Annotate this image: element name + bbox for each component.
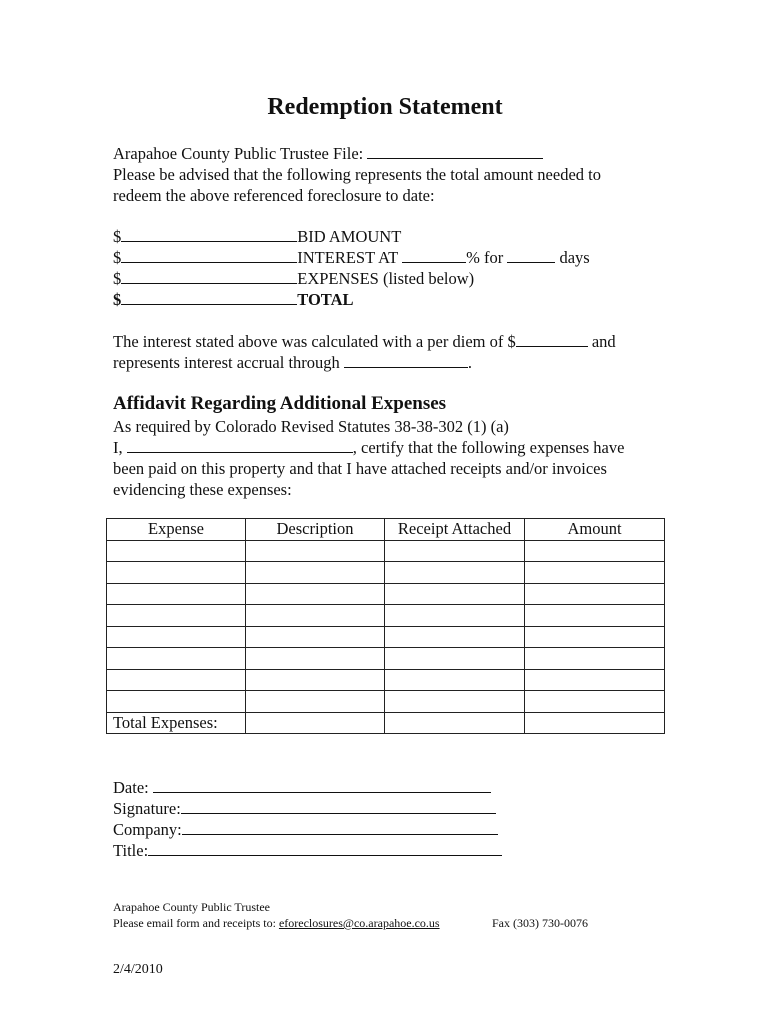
table-cell[interactable] <box>246 626 385 648</box>
table-cell[interactable] <box>107 691 246 713</box>
bid-amount-label: BID AMOUNT <box>297 227 402 246</box>
interest-label: INTEREST AT <box>297 248 398 267</box>
table-cell[interactable] <box>246 540 385 562</box>
interest-pct-for-label: % for <box>466 248 504 267</box>
signature-field[interactable] <box>181 798 496 814</box>
intro-line-3: redeem the above referenced foreclosure to date: <box>113 186 435 205</box>
table-cell[interactable] <box>385 712 525 734</box>
table-cell[interactable] <box>107 648 246 670</box>
intro-line-2: Please be advised that the following represents the total amount needed to <box>113 165 601 184</box>
bid-amount-field[interactable] <box>121 226 297 242</box>
date-line <box>113 777 491 798</box>
table-cell[interactable] <box>246 691 385 713</box>
table-header-row <box>107 519 665 541</box>
certifier-name-field[interactable] <box>127 437 353 453</box>
title-label: Title: <box>113 841 149 860</box>
per-diem-line <box>113 331 616 352</box>
date-field[interactable] <box>153 777 491 793</box>
total-expenses-row <box>107 712 665 734</box>
bid-amount-line <box>113 226 401 247</box>
company-field[interactable] <box>182 819 498 835</box>
accrual-text: represents interest accrual through <box>113 353 340 372</box>
total-expenses-label: Total Expenses: <box>107 712 246 734</box>
per-diem-and: and <box>591 332 616 351</box>
affidavit-heading: Affidavit Regarding Additional Expenses <box>113 393 447 414</box>
table-row <box>107 626 665 648</box>
table-row <box>107 691 665 713</box>
table-cell[interactable] <box>525 605 665 627</box>
title-field[interactable] <box>148 840 502 856</box>
table-cell[interactable] <box>385 540 525 562</box>
footer-org: Arapahoe County Public Trustee <box>113 900 270 914</box>
table-row <box>107 648 665 670</box>
interest-line <box>113 247 590 268</box>
interest-days-label: days <box>559 248 590 267</box>
expenses-line <box>113 268 474 289</box>
table-cell[interactable] <box>107 669 246 691</box>
total-amount-field[interactable] <box>121 289 297 305</box>
footer-fax: Fax (303) 730-0076 <box>492 916 588 930</box>
table-cell[interactable] <box>385 605 525 627</box>
currency-symbol: $ <box>113 227 122 246</box>
footer-email-line <box>113 916 440 931</box>
total-line <box>113 289 354 310</box>
currency-symbol: $ <box>113 248 122 267</box>
table-cell[interactable] <box>525 540 665 562</box>
table-cell[interactable] <box>246 669 385 691</box>
table-cell[interactable] <box>525 648 665 670</box>
accrual-period: . <box>467 353 473 372</box>
table-cell[interactable] <box>107 583 246 605</box>
company-label: Company: <box>113 820 182 839</box>
statute-line: As required by Colorado Revised Statutes 38-38-302 (1) (a) <box>113 417 509 436</box>
trustee-file-field[interactable] <box>367 143 543 159</box>
table-cell[interactable] <box>385 583 525 605</box>
header-expense: Expense <box>107 519 246 541</box>
signature-line <box>113 798 496 819</box>
expenses-amount-field[interactable] <box>121 268 297 284</box>
table-cell[interactable] <box>525 691 665 713</box>
table-cell[interactable] <box>246 562 385 584</box>
table-cell[interactable] <box>246 605 385 627</box>
per-diem-text: The interest stated above was calculated with a per diem of $ <box>113 332 516 351</box>
header-receipt-attached: Receipt Attached <box>385 519 525 541</box>
table-cell[interactable] <box>385 648 525 670</box>
total-label: TOTAL <box>297 290 354 309</box>
interest-days-field[interactable] <box>507 247 555 263</box>
header-description: Description <box>246 519 385 541</box>
accrual-date-field[interactable] <box>344 352 468 368</box>
table-cell[interactable] <box>525 562 665 584</box>
currency-symbol: $ <box>113 269 122 288</box>
affidavit-line-3: evidencing these expenses: <box>113 480 292 499</box>
date-label: Date: <box>113 778 149 797</box>
table-row <box>107 605 665 627</box>
table-cell[interactable] <box>246 583 385 605</box>
email-link[interactable]: eforeclosures@co.arapahoe.co.us <box>278 916 440 930</box>
table-cell[interactable] <box>525 669 665 691</box>
table-row <box>107 562 665 584</box>
currency-symbol: $ <box>113 290 122 309</box>
page-title: Redemption Statement <box>267 94 503 120</box>
total-expenses-amount[interactable] <box>525 712 665 734</box>
affidavit-line-2: been paid on this property and that I have attached receipts and/or invoices <box>113 459 607 478</box>
company-line <box>113 819 498 840</box>
title-line <box>113 840 502 861</box>
interest-amount-field[interactable] <box>121 247 297 263</box>
accrual-line <box>113 352 472 373</box>
table-cell[interactable] <box>246 712 385 734</box>
interest-percent-field[interactable] <box>402 247 466 263</box>
table-cell[interactable] <box>107 540 246 562</box>
certify-text: , certify that the following expenses have <box>352 438 625 457</box>
table-cell[interactable] <box>385 626 525 648</box>
per-diem-field[interactable] <box>516 331 588 347</box>
table-cell[interactable] <box>246 648 385 670</box>
footer-email-prefix: Please email form and receipts to: <box>113 916 276 930</box>
table-cell[interactable] <box>525 583 665 605</box>
expense-table <box>106 518 665 734</box>
header-amount: Amount <box>525 519 665 541</box>
certify-i: I, <box>113 438 123 457</box>
expenses-label: EXPENSES (listed below) <box>297 269 475 288</box>
table-cell[interactable] <box>385 691 525 713</box>
table-cell[interactable] <box>385 562 525 584</box>
signature-label: Signature: <box>113 799 181 818</box>
table-cell[interactable] <box>107 626 246 648</box>
table-row <box>107 540 665 562</box>
trustee-file-label: Arapahoe County Public Trustee File: <box>113 144 364 163</box>
table-cell[interactable] <box>525 626 665 648</box>
table-cell[interactable] <box>107 605 246 627</box>
table-row <box>107 669 665 691</box>
table-cell[interactable] <box>385 669 525 691</box>
trustee-file-line <box>113 143 543 164</box>
table-cell[interactable] <box>107 562 246 584</box>
footer-date: 2/4/2010 <box>113 962 163 977</box>
certify-line <box>113 437 624 458</box>
table-row <box>107 583 665 605</box>
